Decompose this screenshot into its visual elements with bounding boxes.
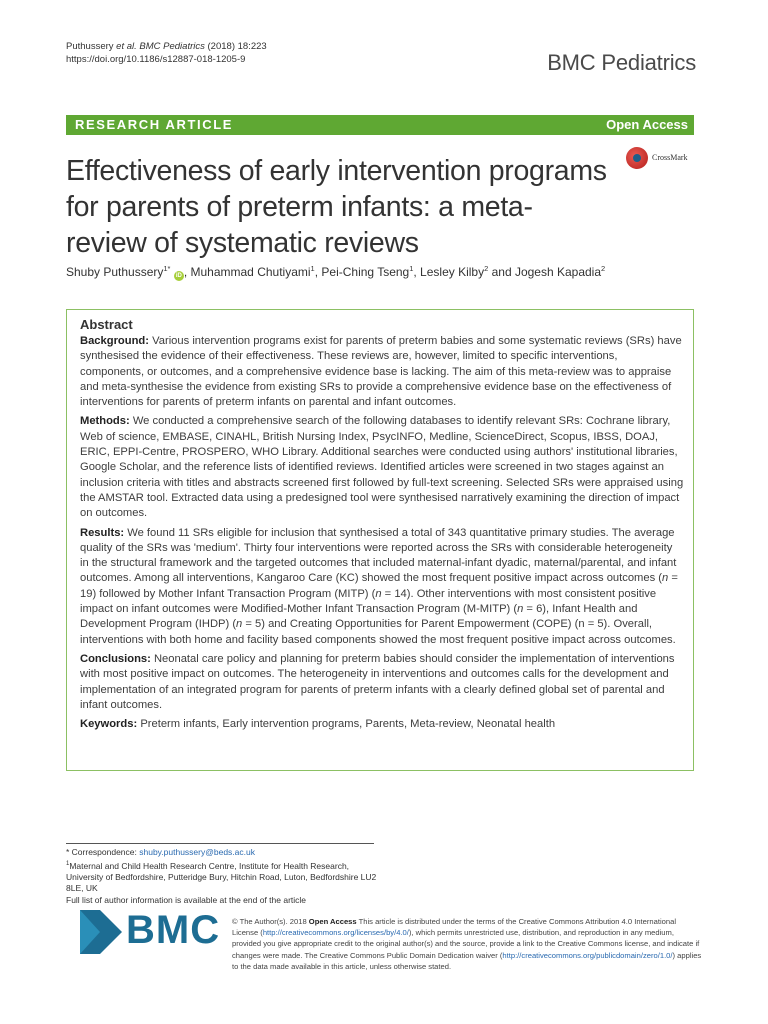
abstract-methods — [80, 414, 684, 521]
section-text: We found 11 SRs eligible for inclusion that synthesised a total of 343 quantitative primary studies. The average quality of the SRs was 'medium'. Thirty four interventions were reported across the SRs with considerable heterogeneity in the structural framework and the targeted outcomes that included maternal-infant dyadic, maternal/parental, and infant outcomes. Among all interventions, Kangaroo Care (KC) showed the most frequent positive impact across outcomes ( — [80, 526, 677, 585]
author-affiliation: 2 — [601, 264, 606, 273]
abstract-body — [80, 334, 684, 736]
bmc-logo-text: BMC — [126, 908, 221, 952]
abstract-keywords — [80, 717, 684, 732]
author-affiliation: 1* — [163, 264, 171, 273]
citation-volume: (2018) 18:223 — [207, 41, 267, 52]
section-text: We conducted a comprehensive search of the following databases to identify relevant SRs: Cochrane library, Web of science, EMBASE, CINAHL, British Nursing Index, PsycINFO, Medline, ScienceDirect, Scopus, IBSS, DOAJ, ERIC, EPPI-Centre, PROSPERO, WHO Library. Additional searches were conducted using authors' institutional libraries, Google Scholar, and the reference lists of identified reviews. Identified articles were screened in two stages against an inclusion criteria with titles and abstracts screened first followed by full-text screening. Selected SRs were appraised using the AMSTAR tool. Extracted data using a predesigned tool were synthesised narratively examining the direction of impact on outcomes. — [80, 415, 684, 520]
section-label: Conclusions: — [80, 652, 151, 665]
cc-zero-link[interactable]: http://creativecommons.org/publicdomain/zero/1.0/ — [502, 950, 673, 960]
open-access-label: Open Access — [308, 917, 357, 926]
citation-header — [66, 40, 267, 66]
section-label: Methods: — [80, 415, 130, 428]
abstract-conclusions — [80, 652, 684, 713]
author-name[interactable]: and Jogesh Kapadia — [488, 265, 602, 279]
license-text-part: ) applies to the data made available in this article, unless otherwise stated. — [232, 950, 702, 971]
author-name[interactable]: , Pei-Ching Tseng — [314, 265, 410, 279]
footnotes — [66, 847, 386, 906]
crossmark-icon — [626, 147, 648, 169]
section-text: Neonatal care policy and planning for preterm babies should consider the implementation of interventions with most positive impact on outcomes. The heterogeneity in interventions and outcomes calls for the development and implementation of an integrated program for parents of preterm infants with a clearly defined global set of parental and infant outcomes. — [80, 652, 675, 711]
bmc-logo[interactable] — [80, 908, 220, 958]
section-label: Results: — [80, 526, 125, 539]
keywords-text: Preterm infants, Early intervention programs, Parents, Meta-review, Neonatal health — [140, 718, 556, 731]
section-label: Background: — [80, 335, 149, 347]
license-text-part: This article is distributed under the terms of the Creative Commons Attribution 4.0 International License ( — [232, 917, 677, 938]
correspondence-label: * Correspondence: — [66, 847, 140, 857]
n-symbol: n — [236, 618, 243, 631]
license-text-part: ), which permits unrestricted use, distribution, and reproduction in any medium, provided you give appropriate credit to the original author(s) and the source, provide a link to the Creative Commons license, and indicate if changes were made. The Creative Commons Public Domain Dedication waiver ( — [232, 928, 700, 960]
footnote-divider — [66, 843, 374, 844]
license-text — [232, 916, 702, 972]
section-text: = 5) and Creating Opportunities for Parent Empowerment (COPE) (n = 5). Overall, interventions with both home and facility based components showed the most frequent positive impact across outcomes. — [80, 618, 676, 646]
section-text: = 19) followed by Mother Infant Transaction Program (MITP) ( — [80, 572, 678, 600]
author-affiliation: 1 — [310, 264, 315, 273]
section-text: = 6), Infant Health and Development Program (IHDP) ( — [80, 603, 638, 631]
journal-name: BMC Pediatrics — [547, 50, 696, 75]
copyright-text: © The Author(s). 2018 — [232, 917, 309, 926]
author-name[interactable]: Shuby Puthussery — [66, 265, 164, 279]
author-info-note: Full list of author information is available at the end of the article — [66, 894, 307, 905]
abstract-background — [80, 334, 684, 410]
author-name[interactable]: , Muhammad Chutiyami — [183, 265, 311, 279]
author-affiliation: 2 — [484, 264, 489, 273]
section-text: Various intervention programs exist for parents of preterm babies and some systematic reviews (SRs) have synthesised the evidence of their effectiveness. These reviews are, however, limited to specific interventions, components, or outcomes, and a comprehensive evidence base is lacking. The aim of this meta-review was to appraise and meta-synthesise the evidence from existing SRs to provide a comprehensive evidence base on the effectiveness of interventions for parents of preterm infants on parental and infant outcomes. — [80, 335, 682, 409]
n-symbol: n — [375, 587, 382, 600]
author-list — [66, 264, 605, 281]
crossmark-button[interactable] — [626, 145, 698, 171]
author-affiliation: 1 — [409, 264, 414, 273]
author-name[interactable]: , Lesley Kilby — [413, 265, 485, 279]
orcid-icon[interactable]: iD — [175, 273, 182, 279]
bmc-logo-icon — [80, 910, 122, 954]
section-text: = 14). Other interventions with most consistent positive impact on infant outcomes were Modified-Mother Infant Transaction Program (M-MITP) ( — [80, 587, 657, 616]
abstract-results — [80, 526, 684, 648]
open-access-label: Open Access — [606, 117, 688, 132]
citation-author: Puthussery — [66, 41, 114, 52]
article-banner — [66, 115, 694, 135]
n-symbol: n — [517, 603, 524, 616]
doi-link[interactable]: https://doi.org/10.1186/s12887-018-1205-9 — [66, 54, 246, 65]
citation-journal: et al. BMC Pediatrics — [116, 41, 205, 52]
correspondence-email-link[interactable]: shuby.puthussery@beds.ac.uk — [139, 847, 255, 857]
n-symbol: n — [662, 572, 669, 585]
affiliation-number: 1 — [66, 860, 70, 867]
affiliation-text: Maternal and Child Health Research Centre, Institute for Health Research, University of Bedfordshire, Putteridge Bury, Hitchin Road, Luton, Bedfordshire LU2 8LE, UK — [66, 860, 377, 894]
article-type: RESEARCH ARTICLE — [75, 117, 234, 132]
abstract-heading: Abstract — [80, 317, 133, 332]
article-title: Effectiveness of early intervention programs for parents of preterm infants: a meta-review of systematic reviews — [66, 155, 607, 259]
cc-by-link[interactable]: http://creativecommons.org/licenses/by/4.0/ — [262, 928, 409, 938]
section-label: Keywords: — [80, 718, 138, 731]
crossmark-label: CrossMark — [652, 153, 688, 162]
